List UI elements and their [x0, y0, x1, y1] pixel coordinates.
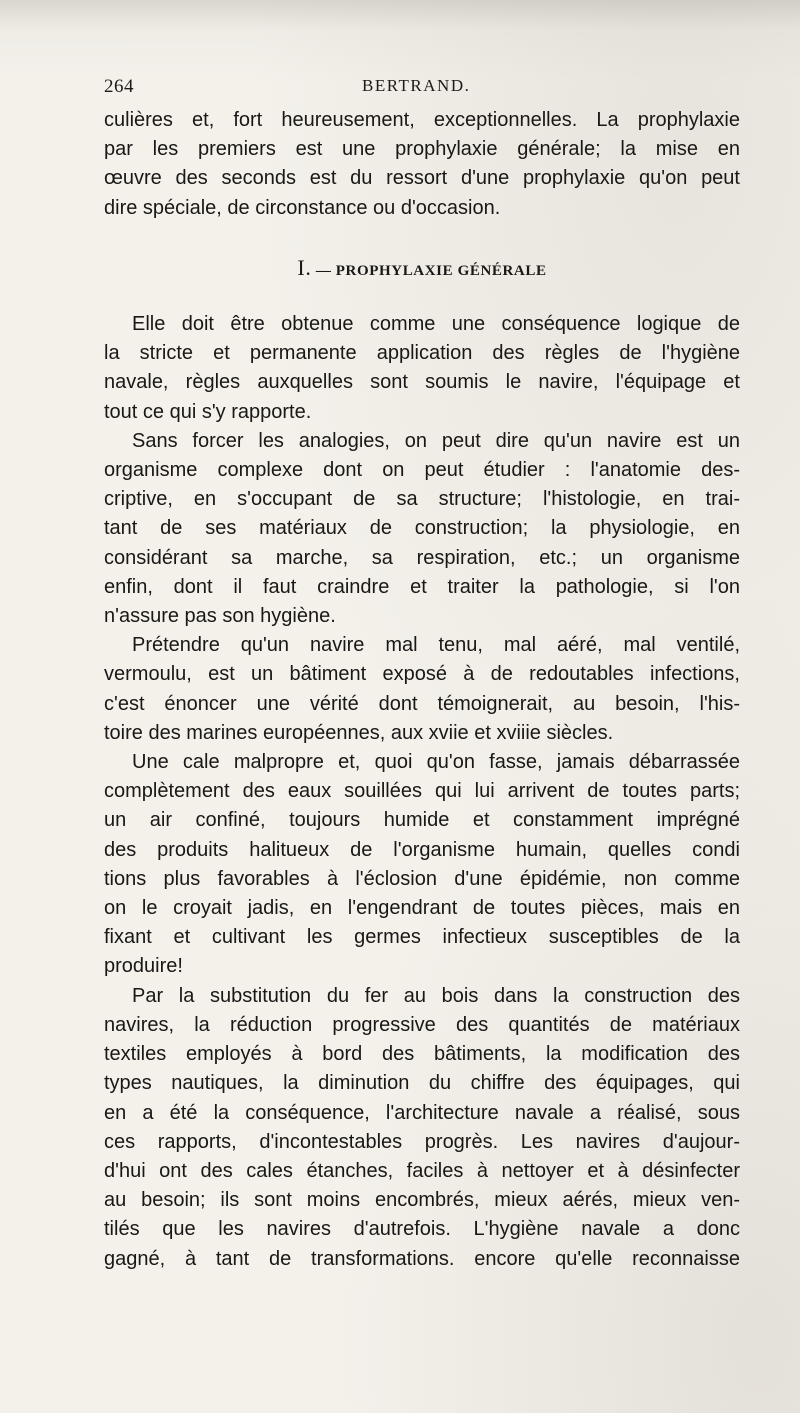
text-line: fixant et cultivant les germes infectieux susceptibles de la: [104, 926, 740, 949]
text-line: c'est énoncer une vérité dont témoignerait, au besoin, l'his-: [104, 692, 740, 715]
text-line: Prétendre qu'un navire mal tenu, mal aéré, mal ventilé,: [132, 634, 740, 657]
section-number: I.: [297, 254, 312, 280]
text-line: un air confiné, toujours humide et constamment imprégné: [104, 809, 740, 832]
text-line: culières et, fort heureusement, exceptionnelles. La prophylaxie: [104, 109, 740, 131]
text-line: criptive, en s'occupant de sa structure; l'histologie, en trai-: [104, 488, 740, 511]
text-line: complètement des eaux souillées qui lui arrivent de toutes parts;: [104, 780, 740, 803]
text-line: Une cale malpropre et, quoi qu'on fasse, jamais débarrassée: [132, 751, 740, 774]
paragraph-5: [104, 982, 740, 1274]
text-line: Par la substitution du fer au bois dans la construction des: [132, 984, 740, 1007]
text-line: dire spéciale, de circonstance ou d'occasion.: [104, 196, 501, 219]
text-line: des produits halitueux de l'organisme humain, quelles condi: [104, 838, 740, 861]
page-number: 264: [104, 76, 134, 97]
section-dash: —: [315, 262, 332, 279]
text-line: Elle doit être obtenue comme une conséquence logique de: [132, 313, 740, 336]
text-line: n'assure pas son hygiène.: [104, 605, 336, 628]
text-line: au besoin; ils sont moins encombrés, mieux aérés, mieux ven-: [104, 1189, 740, 1212]
paragraph-3: [104, 631, 740, 748]
text-line: tions plus favorables à l'éclosion d'une épidémie, non comme: [104, 867, 740, 890]
text-line: tant de ses matériaux de construction; la physiologie, en: [104, 517, 740, 540]
text-line: vermoulu, est un bâtiment exposé à de redoutables infections,: [104, 663, 740, 686]
running-head: BERTRAND.: [362, 76, 471, 95]
text-line: toire des marines européennes, aux xviie et xviiie siècles.: [104, 721, 614, 744]
text-line: tout ce qui s'y rapporte.: [104, 400, 312, 423]
text-line: enfin, dont il faut craindre et traiter la pathologie, si l'on: [104, 575, 740, 598]
text-line: types nautiques, la diminution du chiffre des équipages, qui: [104, 1072, 740, 1095]
text-line: tilés que les navires d'autrefois. L'hygiène navale a donc: [104, 1218, 740, 1241]
text-line: textiles employés à bord des bâtiments, la modification des: [104, 1043, 740, 1066]
text-line: œuvre des seconds est du ressort d'une prophylaxie qu'on peut: [104, 167, 740, 190]
text-line: ces rapports, d'incontestables progrès. Les navires d'aujour-: [104, 1130, 740, 1153]
text-block: [104, 106, 740, 1274]
text-line: on le croyait jadis, en l'engendrant de toutes pièces, mais en: [104, 897, 740, 920]
text-line: Sans forcer les analogies, on peut dire qu'un navire est un: [132, 429, 740, 452]
text-line: en a été la conséquence, l'architecture navale a réalisé, sous: [104, 1101, 740, 1124]
text-line: navale, règles auxquelles sont soumis le navire, l'équipage et: [104, 371, 740, 394]
paragraph-1: [104, 310, 740, 427]
text-line: par les premiers est une prophylaxie générale; la mise en: [104, 138, 740, 161]
text-line: produire!: [104, 955, 183, 978]
section-heading: [104, 253, 740, 286]
text-line: navires, la réduction progressive des quantités de matériaux: [104, 1013, 740, 1036]
text-line: la stricte et permanente application des règles de l'hygiène: [104, 342, 740, 365]
paragraph-4: [104, 748, 740, 982]
text-line: considérant sa marche, sa respiration, etc.; un organisme: [104, 546, 740, 569]
text-line: organisme complexe dont on peut étudier : l'anatomie des-: [104, 459, 740, 482]
page-header: [104, 76, 740, 100]
section-title: PROPHYLAXIE GÉNÉRALE: [335, 262, 547, 279]
text-line: d'hui ont des cales étanches, faciles à nettoyer et à désinfecter: [104, 1159, 740, 1182]
text-line: gagné, à tant de transformations. encore qu'elle reconnaisse: [104, 1247, 740, 1270]
paragraph-intro: [104, 106, 740, 223]
paragraph-2: [104, 427, 740, 631]
